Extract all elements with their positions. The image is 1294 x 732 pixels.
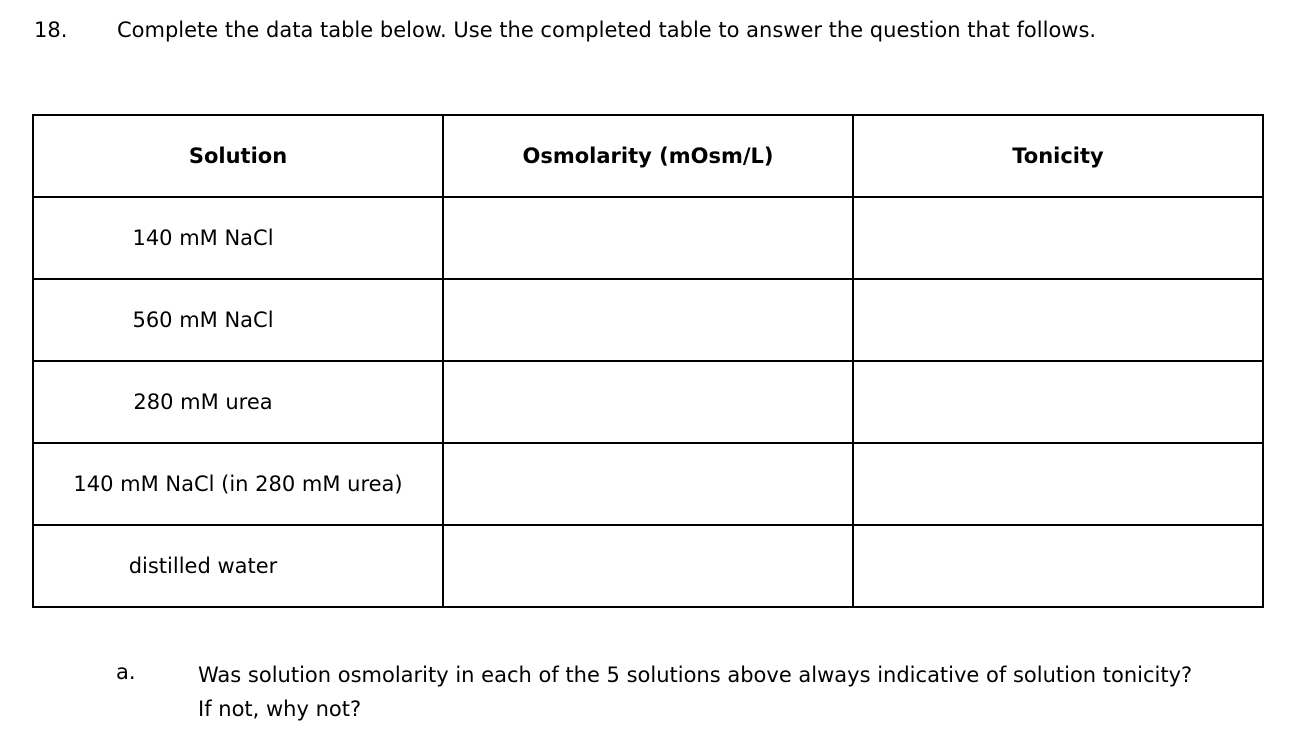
tonicity-cell[interactable] (853, 361, 1263, 443)
question-number: 18. (34, 18, 68, 42)
tonicity-cell[interactable] (853, 279, 1263, 361)
osmolarity-cell[interactable] (443, 443, 853, 525)
tonicity-cell[interactable] (853, 443, 1263, 525)
subquestion-text (198, 658, 1192, 726)
solution-cell (33, 361, 443, 443)
subquestion-line-2: If not, why not? (198, 697, 362, 721)
solution-label: 280 mM urea (133, 390, 273, 414)
solution-cell (33, 279, 443, 361)
tonicity-cell[interactable] (853, 525, 1263, 607)
header-osmolarity: Osmolarity (mOsm/L) (443, 115, 853, 197)
subquestion-letter: a. (116, 660, 136, 684)
solution-label: distilled water (128, 554, 278, 578)
question-instruction: Complete the data table below. Use the completed table to answer the question that follows. (117, 18, 1097, 42)
tonicity-cell[interactable] (853, 197, 1263, 279)
table-row (33, 197, 1263, 279)
data-table (32, 114, 1264, 608)
osmolarity-cell[interactable] (443, 197, 853, 279)
solution-label: 140 mM NaCl (132, 226, 274, 250)
osmolarity-cell[interactable] (443, 361, 853, 443)
osmolarity-cell[interactable] (443, 525, 853, 607)
table-header-row (33, 115, 1263, 197)
osmolarity-cell[interactable] (443, 279, 853, 361)
header-tonicity: Tonicity (853, 115, 1263, 197)
header-solution: Solution (33, 115, 443, 197)
solution-label: 560 mM NaCl (132, 308, 274, 332)
table-row (33, 361, 1263, 443)
table-row (33, 279, 1263, 361)
subquestion-line-1: Was solution osmolarity in each of the 5 solutions above always indicative of solution tonicity? (198, 663, 1193, 687)
solution-cell (33, 525, 443, 607)
table-row (33, 525, 1263, 607)
solution-cell (33, 443, 443, 525)
solution-label: 140 mM NaCl (in 280 mM urea) (73, 472, 403, 496)
solution-cell (33, 197, 443, 279)
table-row (33, 443, 1263, 525)
